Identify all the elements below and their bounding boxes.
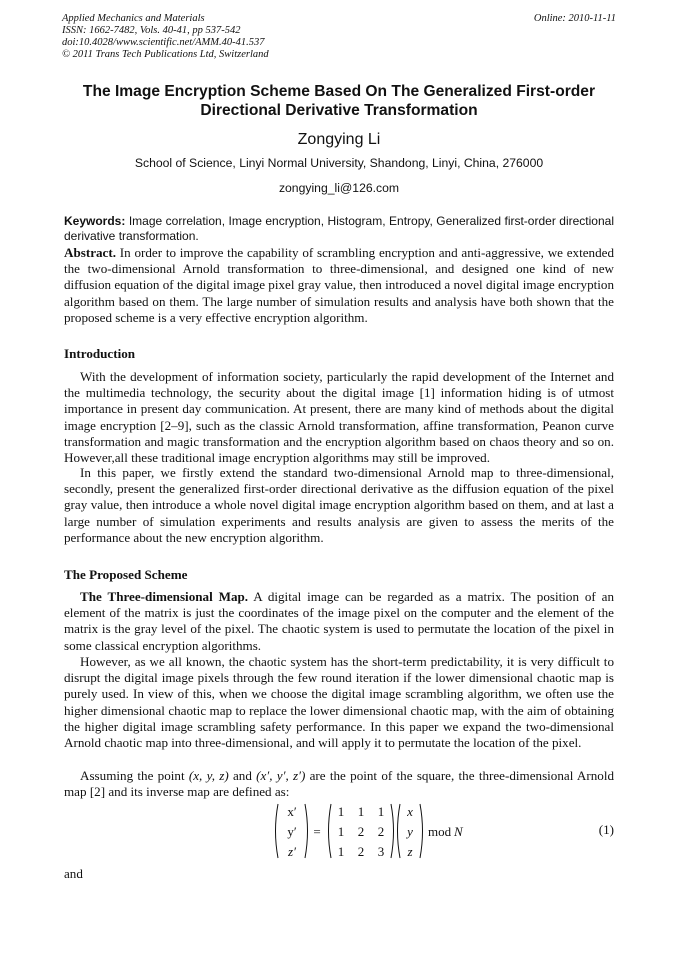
m-2-1: 1 xyxy=(337,824,345,839)
m-3-2: 2 xyxy=(357,844,365,859)
m-2-2: 2 xyxy=(357,824,365,839)
rhs-3: z xyxy=(407,844,413,859)
point-xyz: (x, y, z) xyxy=(188,768,229,783)
paren-right xyxy=(305,804,308,858)
abstract xyxy=(64,245,614,326)
three-dimensional-map-label: The Three-dimensional Map. xyxy=(80,589,249,604)
rhs-paren-right xyxy=(420,804,423,858)
equation-1 xyxy=(270,801,616,861)
m-3-1: 1 xyxy=(337,844,345,859)
author-affiliation: School of Science, Linyi Normal University, Shandong, Linyi, China, 276000 xyxy=(134,156,544,170)
rhs-1: x xyxy=(407,804,413,819)
point-xyz-prime: (x′, y′, z′) xyxy=(256,768,306,783)
abstract-label: Abstract. xyxy=(64,245,116,260)
m-3-3: 3 xyxy=(377,844,385,859)
m-1-3: 1 xyxy=(377,804,385,819)
matrix-paren-right xyxy=(391,804,394,858)
and-text: and xyxy=(64,866,83,881)
equals-sign: = xyxy=(313,824,321,839)
lhs-1: x′ xyxy=(287,804,297,819)
lhs-3: z′ xyxy=(288,844,296,859)
mod-operator: mod xyxy=(428,824,452,839)
scheme-heading: The Proposed Scheme xyxy=(64,567,188,582)
author-name: Zongying Li xyxy=(297,131,381,148)
copyright-line: © 2011 Trans Tech Publications Ltd, Switzerland xyxy=(62,49,269,60)
scheme-paragraph-1-text: A digital image can be regarded as a matrix. The position of an element of the matrix is just the coordinates of the image pixel on the computer and the element of the matrix is the gray level of the pixel. The chaotic system is used to permutate the location of the pixel in some classical encryption algorithms. xyxy=(64,589,615,653)
equation-number: (1) xyxy=(598,822,614,837)
lhs-2: y′ xyxy=(287,824,297,839)
m-1-2: 1 xyxy=(357,804,365,819)
journal-name: Applied Mechanics and Materials xyxy=(62,13,205,24)
title-line-1: The Image Encryption Scheme Based On The Generalized First-order xyxy=(82,83,596,100)
intro-paragraph-2: In this paper, we firstly extend the standard two-dimensional Arnold map to three-dimensional, secondly, present the generalized first-order directional derivative as the diffusion equation of the pixel gray value, then introduce a whole novel digital image encryption algorithm based on them, and at last a large number of simulation experiments and results analysis are given to assess the merits of the performance about the new encryption algorithm. xyxy=(64,465,614,545)
journal-header xyxy=(62,13,616,61)
rhs-2: y xyxy=(407,824,413,839)
modulus-n: N xyxy=(454,824,463,839)
m-1-1: 1 xyxy=(337,804,345,819)
equation-matrix-svg xyxy=(270,801,470,861)
keywords-label: Keywords: xyxy=(64,214,126,228)
scheme-paragraph-3-b: and xyxy=(228,768,257,783)
scheme-paragraph-3-a: Assuming the point xyxy=(80,768,189,783)
introduction-heading: Introduction xyxy=(64,346,136,361)
scheme-paragraph-3-c: are the point of the square, the three-dimensional Arnold map [2] and its inverse map are defined as: xyxy=(64,768,615,800)
scheme-paragraph-2: However, as we all known, the chaotic system has the short-term predictability, it is very difficult to disrupt the digital image pixels through the few round iteration if the lower dimensional chaotic map is purely used. In view of this, when we choose the digital image scrambling algorithm, we often use the higher dimensional chaotic map to replace the lower dimensional chaotic map, with the aim of obtaining the higher digital image scrambling safety performance. In this paper we expand the two-dimensional Arnold chaotic map into three-dimensional, and will apply it to permutate the location of the pixel. xyxy=(64,654,614,751)
rhs-paren-left xyxy=(398,804,401,858)
online-date: Online: 2010-11-11 xyxy=(533,13,616,24)
matrix-paren-left xyxy=(329,804,332,858)
paren-left xyxy=(276,804,279,858)
author-email: zongying_li@126.com xyxy=(278,181,400,195)
paper-title xyxy=(62,82,616,120)
m-2-3: 2 xyxy=(377,824,385,839)
scheme-paragraph-3 xyxy=(64,768,614,800)
intro-paragraph-1: With the development of information society, particularly the rapid development of the Internet and the multimedia technology, the security about the digital image [1] information hiding is of utmost importance in present day communication. At present, there are many kind of methods about the digital image encryption [2–9], such as the classic Arnold transformation, affine transformation, Peanon curve transformation and magic transformation and the encryption algorithm based on chaos theory and so on. However,all these traditional image encryption algorithms may still be improved. xyxy=(64,369,614,466)
keywords-text: Image correlation, Image encryption, Histogram, Entropy, Generalized first-order directional derivative transformation. xyxy=(64,214,614,243)
issn-line: ISSN: 1662-7482, Vols. 40-41, pp 537-542 xyxy=(62,25,241,36)
scheme-paragraph-1 xyxy=(64,589,614,654)
doi-line: doi:10.4028/www.scientific.net/AMM.40-41.537 xyxy=(62,37,265,48)
abstract-text: In order to improve the capability of scrambling encryption and anti-aggressive, we extended the two-dimensional Arnold transformation to three-dimensional, and designed one kind of new diffusion equation of the digital image pixel gray value, then introduced a novel digital image encryption algorithm based on them. The large number of simulation results and analysis have both shown that the proposed scheme is a very effective encryption algorithm. xyxy=(64,245,614,325)
keywords xyxy=(64,214,614,244)
title-line-2: Directional Derivative Transformation xyxy=(200,102,478,119)
